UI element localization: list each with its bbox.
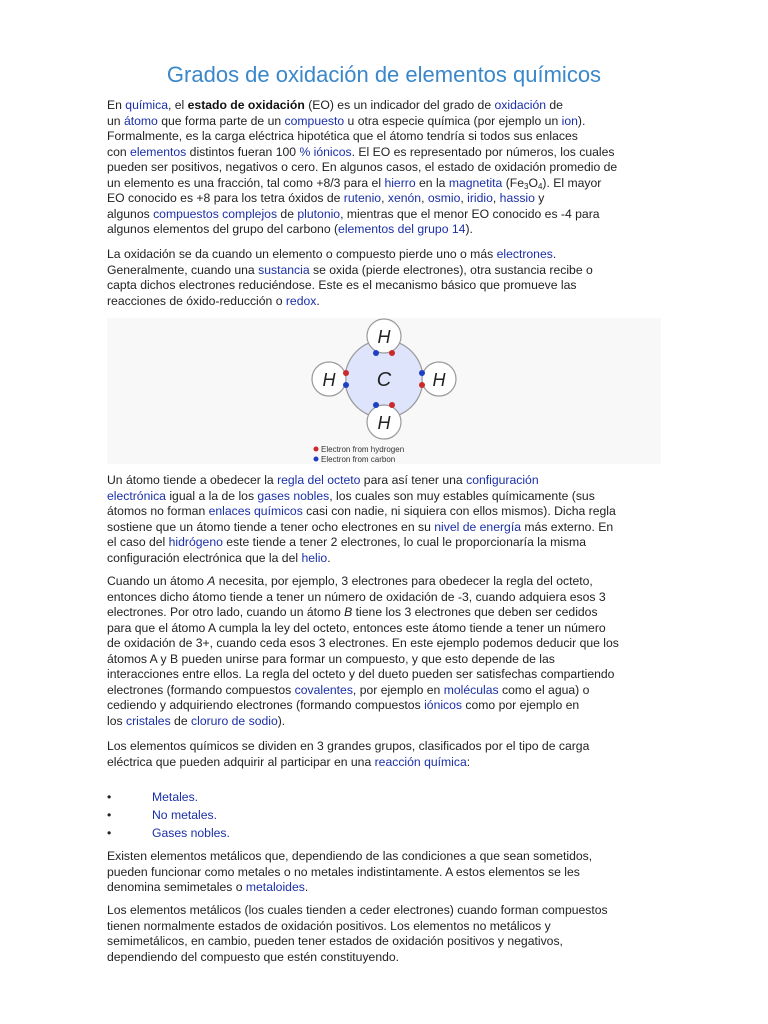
link-electronica[interactable]: electrónica — [107, 488, 166, 503]
link-hassio[interactable]: hassio — [499, 191, 535, 205]
link-metales[interactable]: Metales. — [152, 790, 199, 804]
link-gases-nobles-2[interactable]: Gases nobles. — [152, 826, 230, 840]
link-moleculas[interactable]: moléculas — [443, 682, 499, 697]
link-oxidacion[interactable]: oxidación — [494, 98, 547, 112]
link-helio[interactable]: helio — [301, 550, 328, 565]
link-elementos-grupo-14[interactable]: elementos del grupo 14 — [338, 222, 466, 236]
methane-diagram — [107, 318, 661, 464]
link-compuestos-complejos[interactable]: compuestos complejos — [153, 206, 278, 221]
electron-hydrogen-bottom — [389, 402, 395, 408]
link-reaccion-quimica[interactable]: reacción química — [374, 754, 467, 769]
link-porcentaje[interactable]: % — [299, 144, 311, 159]
link-compuesto[interactable]: compuesto — [284, 113, 345, 128]
paragraph-intro: En química, el estado de oxidación (EO) es un indicador del grado de oxidación de un átomo que forma parte de un compuesto u otra especie química (por ejemplo un ion). Formalmente, es la carga eléctrica hipotética que el átomo tendría si todos sus enlaces con elementos distintos fueran 100 % iónicos. El EO es representado por números, los cuales pueden ser positivos, negativos o cero. En algunos casos, el estado de oxidación promedio de un elemento es una fracción, tal como +8/3 para el hierro en la magnetita $(Fe_3O_4)$. El mayor EO conocido es +8 para los tetra óxidos de rutenio, xenón, osmio, iridio, hassio y algunos compuestos complejos de plutonio, mientras que el menor EO conocido es -4 para algunos elementos del grupo del carbono (elementos del grupo 14). — [107, 98, 618, 236]
link-no-metales[interactable]: No metales. — [152, 808, 218, 822]
legend-hydrogen-dot — [314, 447, 319, 452]
link-plutonio[interactable]: plutonio — [297, 206, 341, 221]
electron-hydrogen-right — [419, 382, 425, 388]
link-xenon[interactable]: xenón — [387, 191, 422, 205]
link-iridio[interactable]: iridio — [467, 191, 493, 205]
electron-hydrogen-left — [343, 370, 349, 376]
electron-carbon-left — [343, 382, 349, 388]
link-magnetita[interactable]: magnetita — [448, 175, 503, 190]
legend-hydrogen-label: Electron from hydrogen — [321, 445, 405, 454]
link-metaloides[interactable]: metaloides — [245, 880, 305, 894]
link-ionicos-2[interactable]: iónicos — [424, 698, 463, 712]
list-item — [107, 824, 230, 842]
link-gases-nobles[interactable]: gases nobles — [257, 488, 330, 503]
link-redox[interactable]: redox — [285, 293, 317, 308]
link-quimica[interactable]: química — [125, 98, 168, 112]
carbon-label: C — [376, 369, 392, 391]
element-groups-list — [107, 788, 230, 842]
bullet: • — [107, 790, 112, 804]
list-item — [107, 788, 230, 806]
electron-carbon-bottom — [373, 402, 379, 408]
list-item — [107, 806, 230, 824]
bullet: • — [107, 808, 112, 822]
link-osmio[interactable]: osmio — [427, 191, 461, 205]
paragraph-oxidacion: La oxidación se da cuando un elemento o compuesto pierde uno o más electrones. Generalmente, cuando una sustancia se oxida (pierde electrones), otra sustancia recibe o capta dichos electrones reduciéndose. Este es el mecanismo básico que promueve las reacciones de óxido-reducción o redox. — [107, 247, 593, 308]
legend-carbon-label: Electron from carbon — [321, 455, 396, 464]
paragraph-metalicos: Los elementos metálicos (los cuales tienden a ceder electrones) cuando forman compuestos tienen normalmente estados de oxidación positivos. Los elementos no metálicos y semimetálicos, en cambio, pueden tener estados de oxidación positivos y negativos, dependiendo del compuesto que estén constituyendo. — [107, 903, 608, 964]
electron-carbon-top — [373, 350, 379, 356]
page-title: Grados de oxidación de elementos químicos — [166, 62, 602, 87]
bullet: • — [107, 826, 112, 840]
link-ion[interactable]: ion — [561, 113, 578, 128]
link-atomo[interactable]: átomo — [123, 113, 158, 128]
paragraph-semimetales: Existen elementos metálicos que, dependiendo de las condiciones a que sean sometidos, pueden funcionar como metales o no metales indistintamente. A estos elementos se les denomina semimetales o metaloides. — [107, 849, 593, 894]
link-cloruro-sodio[interactable]: cloruro de sodio — [191, 713, 278, 728]
methane-svg — [107, 318, 661, 464]
link-sustancia[interactable]: sustancia — [258, 262, 310, 277]
paragraph-ejemplo-ab: Cuando un átomo A necesita, por ejemplo, 3 electrones para obedecer la regla del octeto, entonces dicho átomo tiende a tener un número de oxidación de -3, cuando adquiera esos 3 electrones. Por otro lado, cuando un átomo B tiene los 3 electrones que deben ser cedidos para que el átomo A cumpla la ley del octeto, entonces este átomo tiende a tener un número de oxidación de 3+, cuando ceda esos 3 electrones. En este ejemplo podemos deducir que los átomos A y B pueden unirse para formar un compuesto, y que esto depende de las interacciones entre ellos. La regla del octeto y del dueto pueden ser satisfechas compartiendo electrones (formando compuestos covalentes, por ejemplo en moléculas como el agua) o cediendo y adquiriendo electrones (formando compuestos iónicos como por ejemplo en los cristales de cloruro de sodio). — [107, 574, 619, 728]
link-hierro[interactable]: hierro — [384, 175, 416, 190]
link-ionicos[interactable]: iónicos — [313, 144, 352, 159]
link-electrones[interactable]: electrones — [496, 247, 553, 261]
electron-hydrogen-top — [389, 350, 395, 356]
link-regla-octeto[interactable]: regla del octeto — [277, 473, 361, 487]
link-nivel-energia[interactable]: nivel de energía — [434, 519, 521, 534]
paragraph-octeto: Un átomo tiende a obedecer la regla del octeto para así tener una configuración electrónica igual a la de los gases nobles, los cuales son muy estables químicamente (sus átomos no forman enlaces químicos casi con nadie, ni siquiera con ellos mismos). Dicha regla sostiene que un átomo tiende a tener ocho electrones en su nivel de energía más externo. En el caso del hidrógeno este tiende a tener 2 electrones, lo cual le proporcionaría la misma configuración electrónica que la del helio. — [107, 473, 616, 565]
hydrogen-label-top: H — [377, 327, 391, 347]
link-configuracion[interactable]: configuración — [466, 473, 539, 487]
hydrogen-label-left: H — [322, 370, 336, 390]
link-hidrogeno[interactable]: hidrógeno — [168, 535, 223, 549]
hydrogen-label-right: H — [432, 370, 446, 390]
link-rutenio[interactable]: rutenio — [343, 191, 382, 205]
link-enlaces-quimicos[interactable]: enlaces químicos — [208, 504, 303, 518]
electron-carbon-right — [419, 370, 425, 376]
link-covalentes[interactable]: covalentes — [294, 682, 353, 697]
link-cristales[interactable]: cristales — [125, 713, 171, 728]
hydrogen-label-bottom: H — [377, 413, 391, 433]
paragraph-grupos: Los elementos químicos se dividen en 3 grandes grupos, clasificados por el tipo de carga eléctrica que pueden adquirir al participar en una reacción química: — [107, 739, 590, 769]
link-elementos[interactable]: elementos — [130, 144, 187, 159]
legend-carbon-dot — [314, 457, 319, 462]
